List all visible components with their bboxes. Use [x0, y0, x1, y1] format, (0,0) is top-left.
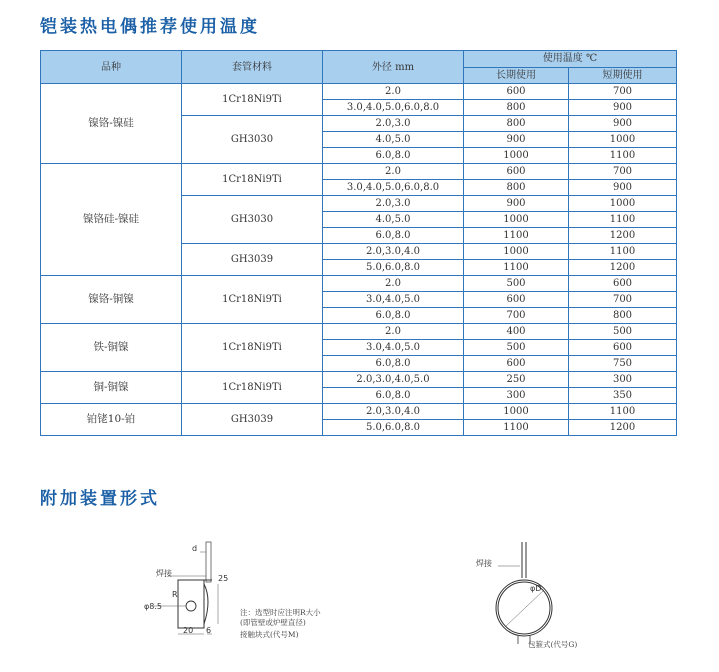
- r-label: R: [172, 590, 178, 599]
- long-term-cell: 800: [464, 100, 569, 116]
- short-term-cell: 750: [569, 356, 677, 372]
- long-term-cell: 1000: [464, 212, 569, 228]
- long-term-cell: 500: [464, 276, 569, 292]
- long-term-cell: 1100: [464, 228, 569, 244]
- table-row: [41, 84, 677, 100]
- header-long-term: 长期使用: [464, 67, 569, 84]
- short-term-cell: 500: [569, 324, 677, 340]
- long-term-cell: 600: [464, 164, 569, 180]
- diameter-cell: 2.0,3.0: [323, 196, 464, 212]
- short-term-cell: 900: [569, 100, 677, 116]
- diameter-cell: 3.0,4.0,5.0,6.0,8.0: [323, 180, 464, 196]
- long-term-cell: 500: [464, 340, 569, 356]
- variety-cell: 铁-铜镍: [41, 324, 182, 372]
- short-term-cell: 800: [569, 308, 677, 324]
- short-term-cell: 300: [569, 372, 677, 388]
- diameter-cell: 2.0: [323, 276, 464, 292]
- diameter-cell: 6.0,8.0: [323, 228, 464, 244]
- clamp-diagram: [470, 540, 580, 650]
- contact-block-diagram: [140, 540, 240, 640]
- short-term-cell: 1100: [569, 404, 677, 420]
- long-term-cell: 1000: [464, 404, 569, 420]
- d-label: d: [192, 544, 198, 553]
- diameter-cell: 2.0,3.0,4.0: [323, 404, 464, 420]
- sheath-cell: 1Cr18Ni9Ti: [182, 84, 323, 116]
- caption-g: 包箍式(代号G): [528, 640, 578, 649]
- short-term-cell: 350: [569, 388, 677, 404]
- diameter-cell: 2.0: [323, 324, 464, 340]
- long-term-cell: 600: [464, 356, 569, 372]
- sheath-cell: 1Cr18Ni9Ti: [182, 324, 323, 372]
- long-term-cell: 1100: [464, 420, 569, 436]
- diameter-cell: 4.0,5.0: [323, 212, 464, 228]
- long-term-cell: 600: [464, 292, 569, 308]
- short-term-cell: 700: [569, 84, 677, 100]
- diameter-cell: 4.0,5.0: [323, 132, 464, 148]
- long-term-cell: 800: [464, 116, 569, 132]
- six-label: 6: [206, 626, 212, 635]
- sheath-cell: GH3039: [182, 404, 323, 436]
- short-term-cell: 1200: [569, 420, 677, 436]
- diameter-cell: 6.0,8.0: [323, 308, 464, 324]
- diameter-cell: 6.0,8.0: [323, 388, 464, 404]
- sheath-cell: GH3030: [182, 116, 323, 164]
- diameter-cell: 6.0,8.0: [323, 148, 464, 164]
- diameter-cell: 3.0,4.0,5.0: [323, 292, 464, 308]
- sheath-cell: GH3030: [182, 196, 323, 244]
- page-title: 铠装热电偶推荐使用温度: [40, 17, 260, 37]
- variety-cell: 铂铑10-铂: [41, 404, 182, 436]
- diameter-cell: 2.0: [323, 164, 464, 180]
- table-row: [41, 276, 677, 292]
- clamp-drawing: [470, 540, 580, 650]
- short-term-cell: 1200: [569, 228, 677, 244]
- width-label: 20: [183, 626, 194, 635]
- variety-cell: 镍铬硅-镍硅: [41, 164, 182, 276]
- long-term-cell: 800: [464, 180, 569, 196]
- temperature-table: [40, 50, 677, 436]
- short-term-cell: 1000: [569, 132, 677, 148]
- table-row: [41, 372, 677, 388]
- table-row: [41, 164, 677, 180]
- length-label: 25: [218, 574, 229, 583]
- short-term-cell: 1100: [569, 148, 677, 164]
- section-title: 附加装置形式: [40, 489, 160, 509]
- diameter-cell: 2.0,3.0: [323, 116, 464, 132]
- phi-d-label: φD: [530, 584, 542, 593]
- sheath-cell: 1Cr18Ni9Ti: [182, 372, 323, 404]
- variety-cell: 镍铬-镍硅: [41, 84, 182, 164]
- header-variety: 品种: [41, 51, 182, 84]
- table-row: [41, 324, 677, 340]
- long-term-cell: 1000: [464, 148, 569, 164]
- sheath-cell: 1Cr18Ni9Ti: [182, 276, 323, 324]
- diameter-cell: 6.0,8.0: [323, 356, 464, 372]
- long-term-cell: 600: [464, 84, 569, 100]
- long-term-cell: 700: [464, 308, 569, 324]
- header-sheath: 套管材料: [182, 51, 323, 84]
- short-term-cell: 1100: [569, 212, 677, 228]
- long-term-cell: 250: [464, 372, 569, 388]
- short-term-cell: 700: [569, 292, 677, 308]
- sheath-cell: GH3039: [182, 244, 323, 276]
- header-short-term: 短期使用: [569, 67, 677, 84]
- diameter-cell: 3.0,4.0,5.0,6.0,8.0: [323, 100, 464, 116]
- long-term-cell: 1000: [464, 244, 569, 260]
- long-term-cell: 900: [464, 132, 569, 148]
- long-term-cell: 900: [464, 196, 569, 212]
- short-term-cell: 600: [569, 276, 677, 292]
- short-term-cell: 1000: [569, 196, 677, 212]
- short-term-cell: 600: [569, 340, 677, 356]
- diameter-cell: 3.0,4.0,5.0: [323, 340, 464, 356]
- header-temp: 使用温度 ℃: [464, 51, 677, 68]
- caption-m: 接触块式(代号M): [240, 630, 299, 639]
- diameter-cell: 2.0,3.0,4.0: [323, 244, 464, 260]
- short-term-cell: 900: [569, 116, 677, 132]
- long-term-cell: 1100: [464, 260, 569, 276]
- header-diameter: 外径 mm: [323, 51, 464, 84]
- weld-label: 焊接: [156, 569, 172, 578]
- note-line-1: 注：选型时应注明R大小: [240, 608, 321, 617]
- long-term-cell: 400: [464, 324, 569, 340]
- diameter-cell: 2.0: [323, 84, 464, 100]
- short-term-cell: 1200: [569, 260, 677, 276]
- weld-label-g: 焊接: [476, 559, 492, 568]
- table-row: [41, 404, 677, 420]
- variety-cell: 铜-铜镍: [41, 372, 182, 404]
- phi-label: φ8.5: [144, 602, 162, 611]
- note-line-2: (即管壁或炉壁直径): [240, 618, 306, 627]
- contact-block-drawing: [140, 540, 240, 640]
- short-term-cell: 700: [569, 164, 677, 180]
- diameter-cell: 5.0,6.0,8.0: [323, 260, 464, 276]
- short-term-cell: 900: [569, 180, 677, 196]
- short-term-cell: 1100: [569, 244, 677, 260]
- long-term-cell: 300: [464, 388, 569, 404]
- diameter-cell: 5.0,6.0,8.0: [323, 420, 464, 436]
- diameter-cell: 2.0,3.0,4.0,5.0: [323, 372, 464, 388]
- sheath-cell: 1Cr18Ni9Ti: [182, 164, 323, 196]
- variety-cell: 镍铬-铜镍: [41, 276, 182, 324]
